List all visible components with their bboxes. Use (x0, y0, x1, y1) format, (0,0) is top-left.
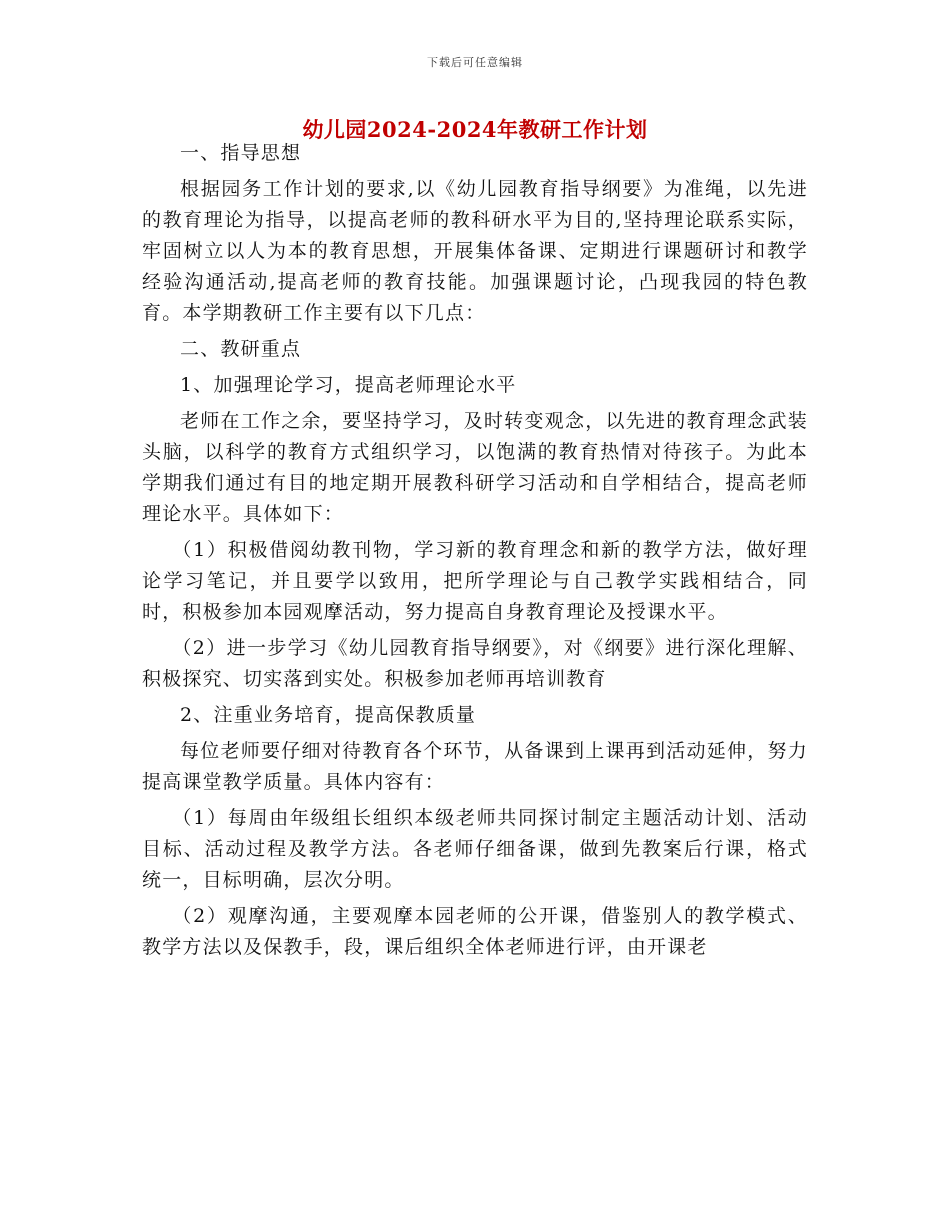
paragraph-theory-study: 老师在工作之余，要坚持学习，及时转变观念，以先进的教育理念武装头脑，以科学的教育方式组织学习，以饱满的教育热情对待孩子。为此本学期我们通过有目的地定期开展教科研学习活动和自学相结合，提高老师理论水平。具体如下： (142, 410, 808, 525)
list-item-theory-1: （1）积极借阅幼教刊物，学习新的教育理念和新的教学方法，做好理论学习笔记，并且要学以致用，把所学理论与自己教学实践相结合，同时，积极参加本园观摩活动，努力提高自身教育理论及授课水平。 (142, 539, 808, 623)
document-body (142, 138, 808, 963)
section-heading-research-focus: 二、教研重点 (180, 338, 302, 360)
subheading-theory-study: 1、加强理论学习，提高老师理论水平 (180, 374, 517, 396)
page-header-note: 下载后可任意编辑 (427, 56, 523, 69)
list-item-theory-2: （2）进一步学习《幼儿园教育指导纲要》，对《纲要》进行深化理解、积极探究、切实落到实处。积极参加老师再培训教育 (142, 637, 808, 690)
paragraph-professional-training: 每位老师要仔细对待教育各个环节，从备课到上课再到活动延伸，努力提高课堂教学质量。具体内容有： (142, 740, 808, 793)
document-title: 幼儿园2024-2024年教研工作计划 (302, 117, 648, 142)
list-item-training-2: （2）观摩沟通，主要观摩本园老师的公开课，借鉴别人的教学模式、教学方法以及保教手，段，课后组织全体老师进行评，由开课老 (142, 905, 808, 958)
subheading-professional-training: 2、注重业务培育，提高保教质量 (180, 704, 477, 726)
section-heading-guiding-ideology: 一、指导思想 (180, 142, 302, 164)
paragraph-guiding-ideology: 根据园务工作计划的要求,以《幼儿园教育指导纲要》为准绳，以先进的教育理论为指导，以提高老师的教科研水平为目的,坚持理论联系实际，牢固树立以人为本的教育思想，开展集体备课、定期进行课题研讨和教学经验沟通活动,提高老师的教育技能。加强课题讨论，凸现我园的特色教育。本学期教研工作主要有以下几点： (142, 178, 808, 324)
list-item-training-1: （1）每周由年级组长组织本级老师共同探讨制定主题活动计划、活动目标、活动过程及教学方法。各老师仔细备课，做到先教案后行课，格式统一，目标明确，层次分明。 (142, 807, 808, 891)
